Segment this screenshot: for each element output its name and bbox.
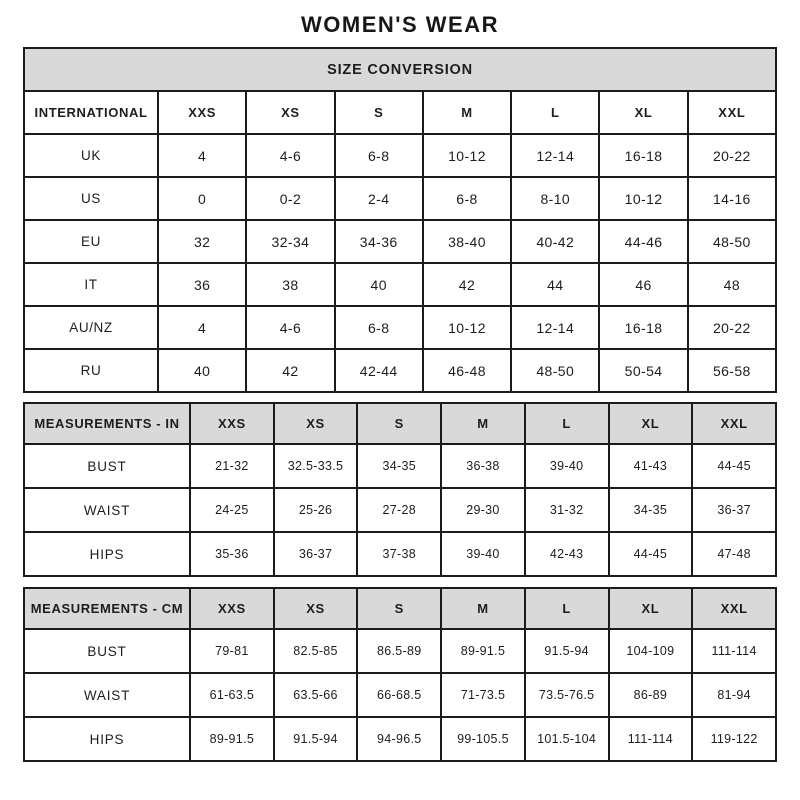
value-cell: 4-6 xyxy=(246,306,334,349)
value-cell: 37-38 xyxy=(357,532,441,576)
value-cell: 36-38 xyxy=(441,444,525,488)
table-row xyxy=(24,488,776,532)
value-cell: 4 xyxy=(158,134,246,177)
value-cell: 42-44 xyxy=(335,349,423,392)
size-conversion-banner-row xyxy=(24,48,776,91)
page-title: WOMEN'S WEAR xyxy=(301,12,499,37)
size-conversion-banner: SIZE CONVERSION xyxy=(24,48,776,91)
value-cell: 35-36 xyxy=(190,532,274,576)
header-row xyxy=(24,403,776,444)
value-cell: 41-43 xyxy=(609,444,693,488)
row-label-cell: HIPS xyxy=(24,532,190,576)
size-label-cell: XXL xyxy=(692,588,776,629)
size-label-cell: XXL xyxy=(692,403,776,444)
value-cell: 16-18 xyxy=(599,306,687,349)
value-cell: 56-58 xyxy=(688,349,776,392)
value-cell: 32 xyxy=(158,220,246,263)
value-cell: 6-8 xyxy=(335,134,423,177)
value-cell: 6-8 xyxy=(423,177,511,220)
table-title-cell: MEASUREMENTS - CM xyxy=(24,588,190,629)
row-label-cell: UK xyxy=(24,134,158,177)
row-label-cell: HIPS xyxy=(24,717,190,761)
value-cell: 20-22 xyxy=(688,306,776,349)
value-cell: 119-122 xyxy=(692,717,776,761)
value-cell: 36-37 xyxy=(274,532,358,576)
value-cell: 47-48 xyxy=(692,532,776,576)
value-cell: 86-89 xyxy=(609,673,693,717)
value-cell: 91.5-94 xyxy=(525,629,609,673)
header-row xyxy=(24,588,776,629)
size-label-cell: XXS xyxy=(190,403,274,444)
value-cell: 39-40 xyxy=(525,444,609,488)
size-label-cell: XXS xyxy=(190,588,274,629)
value-cell: 4 xyxy=(158,306,246,349)
value-cell: 20-22 xyxy=(688,134,776,177)
value-cell: 44-45 xyxy=(609,532,693,576)
table-row xyxy=(24,263,776,306)
row-label-cell: WAIST xyxy=(24,488,190,532)
value-cell: 21-32 xyxy=(190,444,274,488)
value-cell: 0 xyxy=(158,177,246,220)
size-label-cell: XL xyxy=(609,588,693,629)
value-cell: 34-35 xyxy=(357,444,441,488)
value-cell: 101.5-104 xyxy=(525,717,609,761)
value-cell: 48-50 xyxy=(511,349,599,392)
size-label-cell: M xyxy=(441,588,525,629)
value-cell: 46-48 xyxy=(423,349,511,392)
size-label-cell: L xyxy=(525,403,609,444)
table-title-cell: INTERNATIONAL xyxy=(24,91,158,134)
value-cell: 40 xyxy=(335,263,423,306)
measurements-in-table xyxy=(23,402,777,577)
size-label-cell: XS xyxy=(274,588,358,629)
value-cell: 10-12 xyxy=(423,134,511,177)
size-label-cell: XXS xyxy=(158,91,246,134)
value-cell: 40 xyxy=(158,349,246,392)
size-label-cell: S xyxy=(335,91,423,134)
table-row xyxy=(24,349,776,392)
value-cell: 44-46 xyxy=(599,220,687,263)
value-cell: 36 xyxy=(158,263,246,306)
table-row xyxy=(24,444,776,488)
header-row xyxy=(24,91,776,134)
table-row xyxy=(24,629,776,673)
row-label-cell: WAIST xyxy=(24,673,190,717)
value-cell: 99-105.5 xyxy=(441,717,525,761)
value-cell: 32-34 xyxy=(246,220,334,263)
value-cell: 12-14 xyxy=(511,134,599,177)
row-label-cell: IT xyxy=(24,263,158,306)
value-cell: 111-114 xyxy=(609,717,693,761)
measurements-cm-table xyxy=(23,587,777,762)
value-cell: 44-45 xyxy=(692,444,776,488)
value-cell: 16-18 xyxy=(599,134,687,177)
value-cell: 39-40 xyxy=(441,532,525,576)
value-cell: 42-43 xyxy=(525,532,609,576)
value-cell: 31-32 xyxy=(525,488,609,532)
value-cell: 0-2 xyxy=(246,177,334,220)
value-cell: 2-4 xyxy=(335,177,423,220)
value-cell: 38-40 xyxy=(423,220,511,263)
value-cell: 61-63.5 xyxy=(190,673,274,717)
size-label-cell: M xyxy=(423,91,511,134)
value-cell: 91.5-94 xyxy=(274,717,358,761)
row-label-cell: RU xyxy=(24,349,158,392)
size-label-cell: XS xyxy=(246,91,334,134)
value-cell: 27-28 xyxy=(357,488,441,532)
row-label-cell: AU/NZ xyxy=(24,306,158,349)
value-cell: 48 xyxy=(688,263,776,306)
size-conversion-table xyxy=(23,47,777,393)
size-label-cell: XL xyxy=(599,91,687,134)
value-cell: 36-37 xyxy=(692,488,776,532)
value-cell: 44 xyxy=(511,263,599,306)
table-row xyxy=(24,220,776,263)
value-cell: 10-12 xyxy=(423,306,511,349)
value-cell: 46 xyxy=(599,263,687,306)
value-cell: 79-81 xyxy=(190,629,274,673)
value-cell: 6-8 xyxy=(335,306,423,349)
table-row xyxy=(24,177,776,220)
value-cell: 66-68.5 xyxy=(357,673,441,717)
value-cell: 73.5-76.5 xyxy=(525,673,609,717)
value-cell: 25-26 xyxy=(274,488,358,532)
size-label-cell: XS xyxy=(274,403,358,444)
value-cell: 89-91.5 xyxy=(441,629,525,673)
value-cell: 40-42 xyxy=(511,220,599,263)
value-cell: 104-109 xyxy=(609,629,693,673)
value-cell: 38 xyxy=(246,263,334,306)
size-label-cell: S xyxy=(357,403,441,444)
value-cell: 42 xyxy=(246,349,334,392)
table-row xyxy=(24,673,776,717)
value-cell: 89-91.5 xyxy=(190,717,274,761)
size-label-cell: L xyxy=(511,91,599,134)
value-cell: 34-36 xyxy=(335,220,423,263)
value-cell: 63.5-66 xyxy=(274,673,358,717)
table-row xyxy=(24,717,776,761)
value-cell: 86.5-89 xyxy=(357,629,441,673)
value-cell: 34-35 xyxy=(609,488,693,532)
value-cell: 14-16 xyxy=(688,177,776,220)
value-cell: 50-54 xyxy=(599,349,687,392)
row-label-cell: BUST xyxy=(24,629,190,673)
table-row xyxy=(24,532,776,576)
size-label-cell: L xyxy=(525,588,609,629)
value-cell: 81-94 xyxy=(692,673,776,717)
value-cell: 4-6 xyxy=(246,134,334,177)
value-cell: 94-96.5 xyxy=(357,717,441,761)
value-cell: 48-50 xyxy=(688,220,776,263)
value-cell: 42 xyxy=(423,263,511,306)
value-cell: 8-10 xyxy=(511,177,599,220)
size-label-cell: XL xyxy=(609,403,693,444)
value-cell: 24-25 xyxy=(190,488,274,532)
value-cell: 82.5-85 xyxy=(274,629,358,673)
size-label-cell: S xyxy=(357,588,441,629)
row-label-cell: EU xyxy=(24,220,158,263)
table-row xyxy=(24,134,776,177)
table-title-cell: MEASUREMENTS - IN xyxy=(24,403,190,444)
size-label-cell: XXL xyxy=(688,91,776,134)
table-row xyxy=(24,306,776,349)
value-cell: 71-73.5 xyxy=(441,673,525,717)
value-cell: 111-114 xyxy=(692,629,776,673)
value-cell: 32.5-33.5 xyxy=(274,444,358,488)
value-cell: 29-30 xyxy=(441,488,525,532)
value-cell: 10-12 xyxy=(599,177,687,220)
size-label-cell: M xyxy=(441,403,525,444)
row-label-cell: BUST xyxy=(24,444,190,488)
row-label-cell: US xyxy=(24,177,158,220)
value-cell: 12-14 xyxy=(511,306,599,349)
